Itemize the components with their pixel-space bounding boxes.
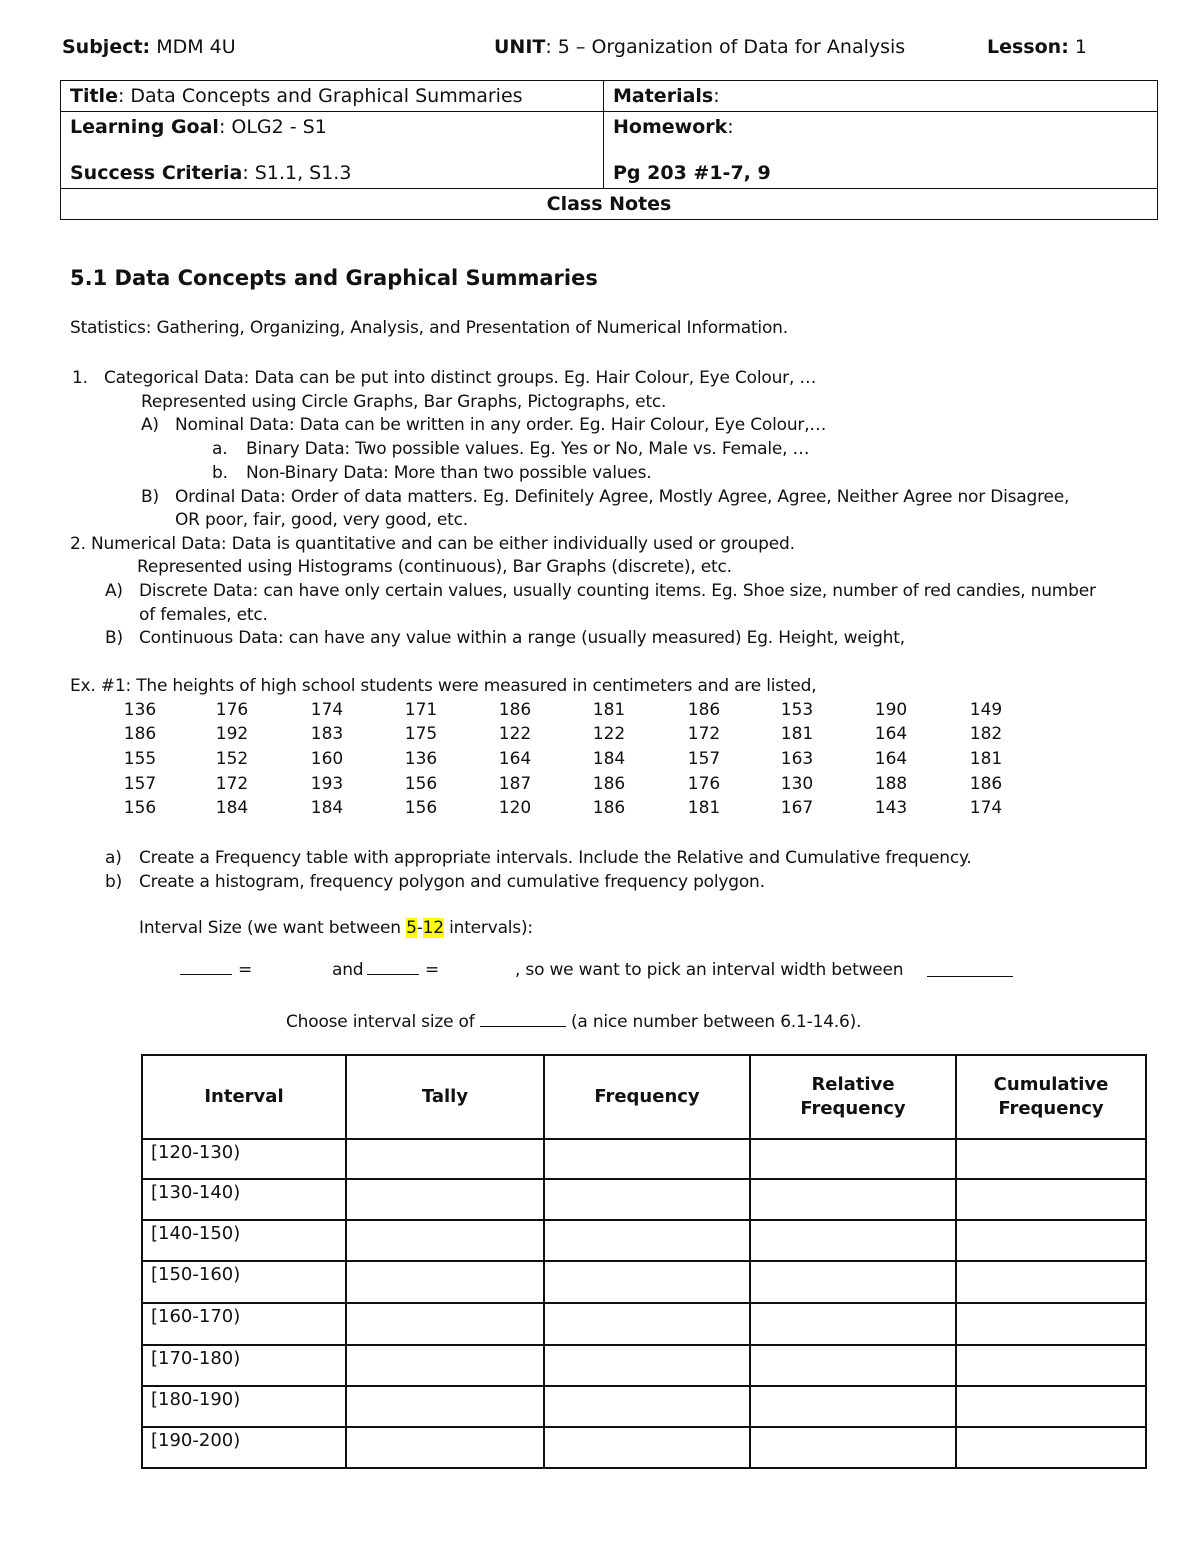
- interval-cell: [180-190): [142, 1386, 346, 1427]
- height-value: 160: [310, 749, 344, 769]
- frequency-cell[interactable]: [544, 1179, 750, 1220]
- ordinal-letter: B): [141, 487, 159, 507]
- info-row-title: [61, 81, 1158, 112]
- height-value: 176: [687, 774, 721, 794]
- frequency-cell[interactable]: [544, 1139, 750, 1179]
- height-value: 143: [874, 798, 908, 818]
- relative-frequency-cell[interactable]: [750, 1386, 956, 1427]
- goal-value: : OLG2 - S1: [218, 116, 327, 138]
- example-intro: Ex. #1: The heights of high school students were measured in centimeters and are listed,: [70, 676, 817, 696]
- cumulative-frequency-cell[interactable]: [956, 1179, 1146, 1220]
- equals-2: =: [425, 960, 440, 980]
- height-value: 188: [874, 774, 908, 794]
- frequency-table-header: [142, 1055, 1146, 1139]
- height-value: 156: [404, 774, 438, 794]
- unit-header: [494, 36, 905, 58]
- height-value: 156: [404, 798, 438, 818]
- task-a-letter: a): [105, 848, 122, 868]
- lesson-label: Lesson:: [987, 36, 1069, 58]
- tally-cell[interactable]: [346, 1179, 544, 1220]
- height-value: 181: [592, 700, 626, 720]
- interval-dash: -: [416, 918, 423, 938]
- frequency-table-row: [142, 1345, 1146, 1386]
- frequency-header: Frequency: [544, 1055, 750, 1139]
- unit-label: UNIT: [494, 36, 546, 58]
- numerical-definition: 2. Numerical Data: Data is quantitative and can be either individually used or grouped.: [70, 534, 795, 554]
- frequency-table-row: [142, 1427, 1146, 1468]
- subject-value: MDM 4U: [156, 36, 236, 58]
- task-a: Create a Frequency table with appropriate intervals. Include the Relative and Cumulative frequency.: [139, 848, 972, 868]
- materials-label: Materials: [613, 85, 714, 107]
- frequency-table-row: [142, 1139, 1146, 1179]
- height-value: 122: [592, 724, 626, 744]
- height-value: 172: [215, 774, 249, 794]
- relative-frequency-cell[interactable]: [750, 1261, 956, 1303]
- interval-cell: [170-180): [142, 1345, 346, 1386]
- interval-size-prompt: [139, 918, 533, 938]
- height-value: 190: [874, 700, 908, 720]
- height-value: 172: [687, 724, 721, 744]
- ordinal-definition-cont: OR poor, fair, good, very good, etc.: [175, 510, 468, 530]
- discrete-letter: A): [105, 581, 123, 601]
- relative-frequency-cell[interactable]: [750, 1179, 956, 1220]
- height-value: 136: [404, 749, 438, 769]
- title-value: : Data Concepts and Graphical Summaries: [117, 85, 523, 107]
- height-value: 193: [310, 774, 344, 794]
- height-value: 171: [404, 700, 438, 720]
- tally-cell[interactable]: [346, 1261, 544, 1303]
- height-value: 186: [687, 700, 721, 720]
- height-value: 176: [215, 700, 249, 720]
- numerical-represented: Represented using Histograms (continuous), Bar Graphs (discrete), etc.: [137, 557, 732, 577]
- homework-value: :: [727, 116, 734, 138]
- nonbinary-letter: b.: [212, 463, 228, 483]
- binary-letter: a.: [212, 439, 228, 459]
- goal-label: Learning Goal: [70, 116, 219, 138]
- frequency-cell[interactable]: [544, 1220, 750, 1261]
- relative-frequency-cell[interactable]: [750, 1345, 956, 1386]
- class-notes-heading: Class Notes: [61, 189, 1158, 220]
- height-value: 192: [215, 724, 249, 744]
- height-value: 130: [780, 774, 814, 794]
- subject-header: [62, 36, 236, 58]
- fraction-blank-1: [180, 960, 232, 980]
- cumulative-frequency-cell[interactable]: [956, 1220, 1146, 1261]
- choose-interval-blank: [480, 1010, 566, 1027]
- choose-interval-suffix: (a nice number between 6.1-14.6).: [570, 1012, 862, 1032]
- nonbinary-definition: Non-Binary Data: More than two possible values.: [246, 463, 652, 483]
- section-title: 5.1 Data Concepts and Graphical Summaries: [70, 266, 598, 290]
- task-b-letter: b): [105, 872, 123, 892]
- info-row-goal: [61, 112, 1158, 189]
- statistics-definition: Statistics: Gathering, Organizing, Analysis, and Presentation of Numerical Information.: [70, 318, 788, 338]
- interval-cell: [190-200): [142, 1427, 346, 1468]
- frequency-table-row: [142, 1220, 1146, 1261]
- relative-frequency-cell[interactable]: [750, 1427, 956, 1468]
- nominal-letter: A): [141, 415, 159, 435]
- success-value: : S1.1, S1.3: [242, 162, 352, 184]
- frequency-table-row: [142, 1179, 1146, 1220]
- height-value: 157: [123, 774, 157, 794]
- materials-cell: [604, 81, 1158, 112]
- goal-cell: [61, 112, 604, 189]
- tally-cell[interactable]: [346, 1220, 544, 1261]
- height-value: 184: [215, 798, 249, 818]
- tally-cell[interactable]: [346, 1139, 544, 1179]
- interval-cell: [130-140): [142, 1179, 346, 1220]
- frequency-cell[interactable]: [544, 1261, 750, 1303]
- homework-pages: Pg 203 #1-7, 9: [613, 162, 771, 184]
- continuous-letter: B): [105, 628, 123, 648]
- height-value: 149: [969, 700, 1003, 720]
- task-b: Create a histogram, frequency polygon and cumulative frequency polygon.: [139, 872, 765, 892]
- cumulative-frequency-cell[interactable]: [956, 1345, 1146, 1386]
- height-value: 153: [780, 700, 814, 720]
- height-value: 186: [592, 798, 626, 818]
- continuous-definition: Continuous Data: can have any value within a range (usually measured) Eg. Height, weight,: [139, 628, 905, 648]
- frequency-table-body: [142, 1139, 1146, 1468]
- height-value: 187: [498, 774, 532, 794]
- interval-cell: [160-170): [142, 1303, 346, 1345]
- height-value: 182: [969, 724, 1003, 744]
- ordinal-definition: Ordinal Data: Order of data matters. Eg. Definitely Agree, Mostly Agree, Agree, Neither Agree nor Disagree,: [175, 487, 1070, 507]
- interval-width-blank: [927, 960, 1013, 982]
- height-value: 183: [310, 724, 344, 744]
- materials-value: :: [713, 85, 720, 107]
- cumulative-frequency-cell[interactable]: [956, 1427, 1146, 1468]
- frequency-cell[interactable]: [544, 1345, 750, 1386]
- height-value: 175: [404, 724, 438, 744]
- height-value: 136: [123, 700, 157, 720]
- tally-cell[interactable]: [346, 1427, 544, 1468]
- interval-high: 12: [422, 918, 444, 938]
- height-value: 163: [780, 749, 814, 769]
- height-value: 152: [215, 749, 249, 769]
- height-value: 174: [310, 700, 344, 720]
- success-label: Success Criteria: [70, 162, 243, 184]
- height-value: 181: [969, 749, 1003, 769]
- interval-cell: [120-130): [142, 1139, 346, 1179]
- info-row-class-notes: [61, 189, 1158, 220]
- cumulative-frequency-cell[interactable]: [956, 1261, 1146, 1303]
- height-value: 186: [123, 724, 157, 744]
- interval-prefix: Interval Size (we want between: [139, 918, 407, 938]
- height-value: 122: [498, 724, 532, 744]
- height-value: 186: [592, 774, 626, 794]
- tally-cell[interactable]: [346, 1303, 544, 1345]
- frequency-table-row: [142, 1261, 1146, 1303]
- height-value: 186: [969, 774, 1003, 794]
- frequency-cell[interactable]: [544, 1303, 750, 1345]
- height-value: 181: [780, 724, 814, 744]
- discrete-definition-cont: of females, etc.: [139, 605, 268, 625]
- height-value: 181: [687, 798, 721, 818]
- relative-frequency-cell[interactable]: [750, 1303, 956, 1345]
- height-value: 155: [123, 749, 157, 769]
- interval-width-prompt: , so we want to pick an interval width between: [515, 960, 904, 980]
- tally-header: Tally: [346, 1055, 544, 1139]
- relative-frequency-cell[interactable]: [750, 1139, 956, 1179]
- relative-frequency-cell[interactable]: [750, 1220, 956, 1261]
- homework-label: Homework: [613, 116, 728, 138]
- frequency-cell[interactable]: [544, 1427, 750, 1468]
- fraction-blank-2: [367, 960, 419, 980]
- interval-low: 5: [406, 918, 417, 938]
- lesson-header: [987, 36, 1087, 58]
- height-value: 164: [874, 724, 908, 744]
- height-value: 184: [592, 749, 626, 769]
- lesson-info-table: [60, 80, 1158, 220]
- height-value: 157: [687, 749, 721, 769]
- and-word: and: [332, 960, 364, 980]
- frequency-table: [141, 1054, 1147, 1469]
- height-value: 174: [969, 798, 1003, 818]
- height-value: 120: [498, 798, 532, 818]
- interval-suffix: intervals):: [443, 918, 533, 938]
- categorical-number: 1.: [72, 368, 88, 388]
- interval-header: Interval: [142, 1055, 346, 1139]
- height-value: 167: [780, 798, 814, 818]
- height-value: 184: [310, 798, 344, 818]
- height-value: 164: [498, 749, 532, 769]
- title-cell: [61, 81, 604, 112]
- homework-cell: [604, 112, 1158, 189]
- nominal-definition: Nominal Data: Data can be written in any order. Eg. Hair Colour, Eye Colour,…: [175, 415, 827, 435]
- tally-cell[interactable]: [346, 1386, 544, 1427]
- categorical-definition: Categorical Data: Data can be put into distinct groups. Eg. Hair Colour, Eye Colour, …: [104, 368, 817, 388]
- categorical-represented: Represented using Circle Graphs, Bar Graphs, Pictographs, etc.: [141, 392, 667, 412]
- equals-1: =: [238, 960, 253, 980]
- relative-frequency-header: Relative Frequency: [750, 1055, 956, 1139]
- cumulative-frequency-cell[interactable]: [956, 1303, 1146, 1345]
- height-value: 156: [123, 798, 157, 818]
- choose-interval-line: [286, 1010, 861, 1032]
- interval-cell: [140-150): [142, 1220, 346, 1261]
- discrete-definition: Discrete Data: can have only certain values, usually counting items. Eg. Shoe size, number of red candies, number: [139, 581, 1096, 601]
- frequency-table-row: [142, 1303, 1146, 1345]
- cumulative-frequency-header: Cumulative Frequency: [956, 1055, 1146, 1139]
- cumulative-frequency-cell[interactable]: [956, 1139, 1146, 1179]
- subject-label: Subject:: [62, 36, 151, 58]
- title-label: Title: [70, 85, 118, 107]
- frequency-table-row: [142, 1386, 1146, 1427]
- tally-cell[interactable]: [346, 1345, 544, 1386]
- height-value: 164: [874, 749, 908, 769]
- binary-definition: Binary Data: Two possible values. Eg. Yes or No, Male vs. Female, …: [246, 439, 810, 459]
- unit-value: : 5 – Organization of Data for Analysis: [545, 36, 906, 58]
- height-value: 186: [498, 700, 532, 720]
- cumulative-frequency-cell[interactable]: [956, 1386, 1146, 1427]
- lesson-value: 1: [1074, 36, 1087, 58]
- frequency-cell[interactable]: [544, 1386, 750, 1427]
- interval-cell: [150-160): [142, 1261, 346, 1303]
- choose-interval-prefix: Choose interval size of: [286, 1012, 475, 1032]
